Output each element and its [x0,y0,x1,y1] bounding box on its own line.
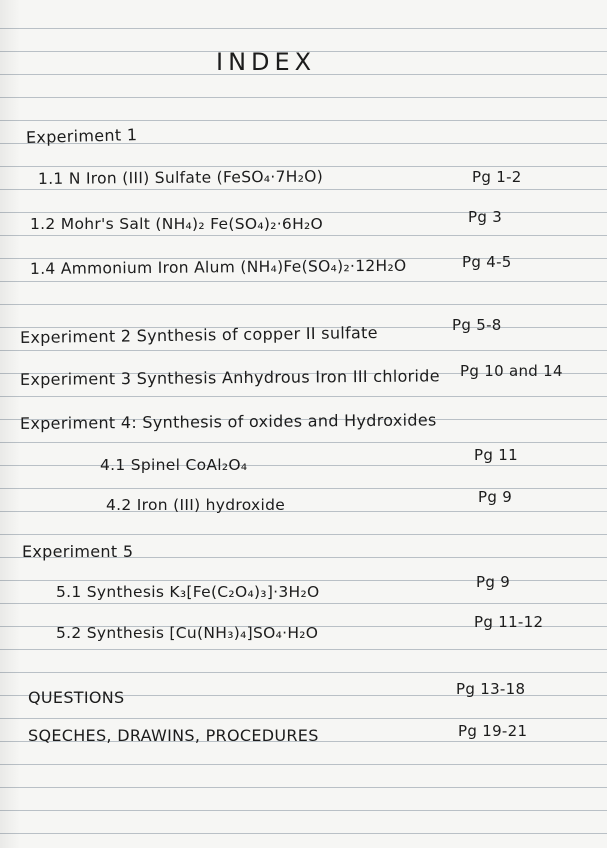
experiment-2-page: Pg 5-8 [452,316,502,334]
entry-1-4-page: Pg 4-5 [462,253,512,271]
entry-1-4-label: 1.4 Ammonium Iron Alum (NH₄)Fe(SO₄)₂·12H₂O [29,256,407,278]
entry-1-1-label: 1.1 N Iron (III) Sulfate (FeSO₄·7H₂O) [37,167,324,188]
questions-label: QUESTIONS [28,688,125,707]
entry-5-2-page: Pg 11-12 [474,613,544,631]
entry-1-2-label: 1.2 Mohr's Salt (NH₄)₂ Fe(SO₄)₂·6H₂O [30,215,324,233]
entry-4-1-label: 4.1 Spinel CoAl₂O₄ [100,456,248,474]
experiment-2-heading: Experiment 2 Synthesis of copper II sulfate [19,323,378,347]
entry-4-2-label: 4.2 Iron (III) hydroxide [106,496,286,514]
page-title: INDEX [216,48,317,76]
experiment-5-heading: Experiment 5 [22,542,134,561]
experiment-4-heading: Experiment 4: Synthesis of oxides and Hydroxides [19,410,437,433]
experiment-3-heading: Experiment 3 Synthesis Anhydrous Iron III chloride [19,366,440,389]
entry-1-2-page: Pg 3 [468,208,503,226]
experiment-1-heading: Experiment 1 [25,125,138,147]
sketches-page: Pg 19-21 [458,722,528,740]
entry-5-2-label: 5.2 Synthesis [Cu(NH₃)₄]SO₄·H₂O [56,624,319,642]
entry-1-1-page: Pg 1-2 [472,168,522,186]
entry-5-1-label: 5.1 Synthesis K₃[Fe(C₂O₄)₃]·3H₂O [56,583,320,601]
entry-4-1-page: Pg 11 [474,446,518,464]
sketches-label: SQECHES, DRAWINS, PROCEDURES [28,726,319,745]
entry-4-2-page: Pg 9 [478,488,513,506]
entry-5-1-page: Pg 9 [476,573,511,591]
experiment-3-page: Pg 10 and 14 [460,362,563,380]
questions-page: Pg 13-18 [456,680,526,698]
